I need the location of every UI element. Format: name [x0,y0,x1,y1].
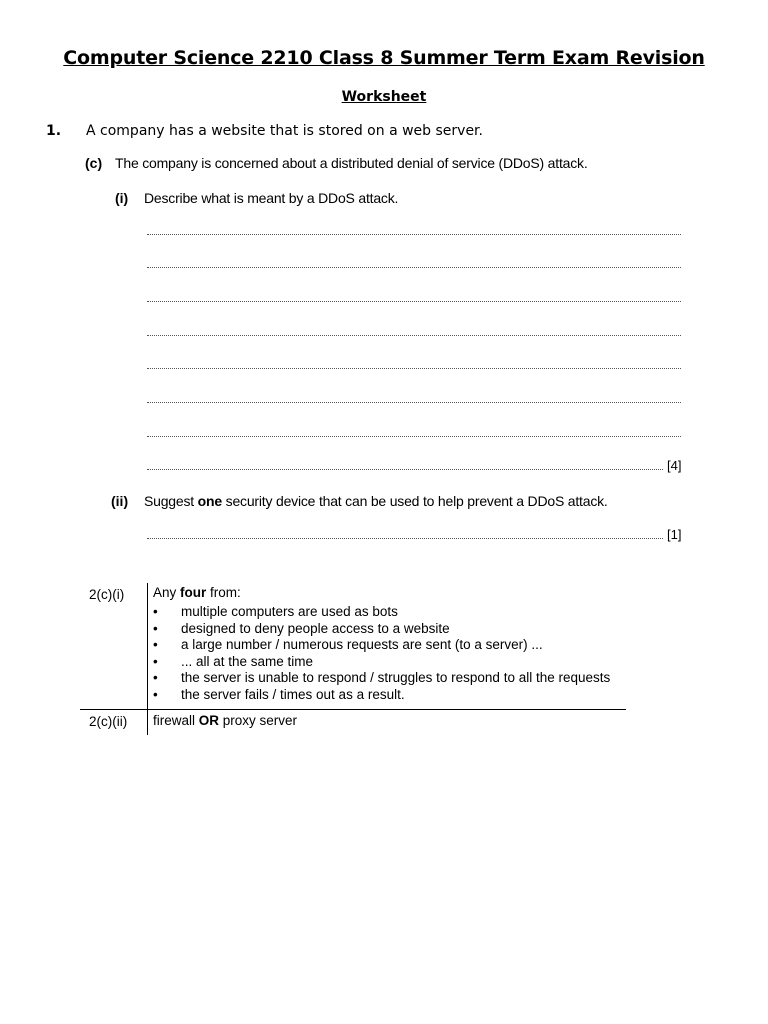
answer-line[interactable] [147,335,681,336]
mark-scheme-intro-after: from: [206,585,241,600]
mark-scheme-ref-row1: 2(c)(i) [89,587,125,602]
mark-point-text: designed to deny people access to a website [181,620,450,636]
part-c-text: The company is concerned about a distributed denial of service (DDoS) attack. [115,155,588,171]
mark-scheme-points [153,604,610,704]
answer-line[interactable] [147,402,681,403]
bullet-icon: • [153,637,158,653]
part-c-label: (c) [85,155,103,171]
question-number: 1. [46,123,62,139]
mark-point-text: the server fails / times out as a result. [181,686,405,702]
list-item [153,654,610,671]
mark-scheme-intro-before: Any [153,585,181,600]
mark-scheme-row-divider [80,709,626,710]
answer-line[interactable] [147,301,681,302]
list-item [153,687,610,704]
answer-line[interactable] [147,436,681,437]
list-item [153,621,610,638]
part-ii-label: (ii) [111,493,129,509]
answer-line[interactable] [147,538,663,539]
mark-scheme-intro [153,585,241,600]
list-item [153,670,610,687]
list-item [153,604,610,621]
bullet-icon: • [153,653,158,669]
mark-scheme-answer-row2 [153,713,297,728]
bullet-icon: • [153,686,158,702]
mark-scheme-ref-row2: 2(c)(ii) [89,714,128,729]
part-ii-text [144,493,608,509]
mark-point-text: multiple computers are used as bots [181,604,398,619]
answer-line[interactable] [147,469,663,470]
bullet-icon: • [153,604,158,619]
document-title: Computer Science 2210 Class 8 Summer Term Exam Revision [63,47,705,69]
question-stem: A company has a website that is stored on a web server. [86,123,483,139]
mark-point-text: the server is unable to respond / struggles to respond to all the requests [181,670,611,686]
bullet-icon: • [153,620,158,636]
answer-line[interactable] [147,368,681,369]
part-ii-text-before: Suggest [144,493,198,509]
answer-before: firewall [153,713,199,728]
mark-scheme-column-divider [147,583,148,735]
part-i-label: (i) [115,190,129,206]
document-subtitle: Worksheet [341,89,427,105]
answer-line[interactable] [147,234,681,235]
part-i-text: Describe what is meant by a DDoS attack. [144,190,399,206]
answer-line[interactable] [147,267,681,268]
marks-part-i: [4] [667,458,682,473]
bullet-icon: • [153,670,158,686]
mark-point-text: ... all at the same time [181,653,314,669]
list-item [153,637,610,654]
mark-point-text: a large number / numerous requests are sent (to a server) ... [181,637,543,653]
part-ii-text-bold: one [197,493,222,509]
answer-bold: OR [198,713,220,728]
part-ii-text-after: security device that can be used to help prevent a DDoS attack. [221,493,608,509]
answer-after: proxy server [219,713,298,728]
mark-scheme-intro-bold: four [180,585,207,600]
marks-part-ii: [1] [667,527,682,542]
